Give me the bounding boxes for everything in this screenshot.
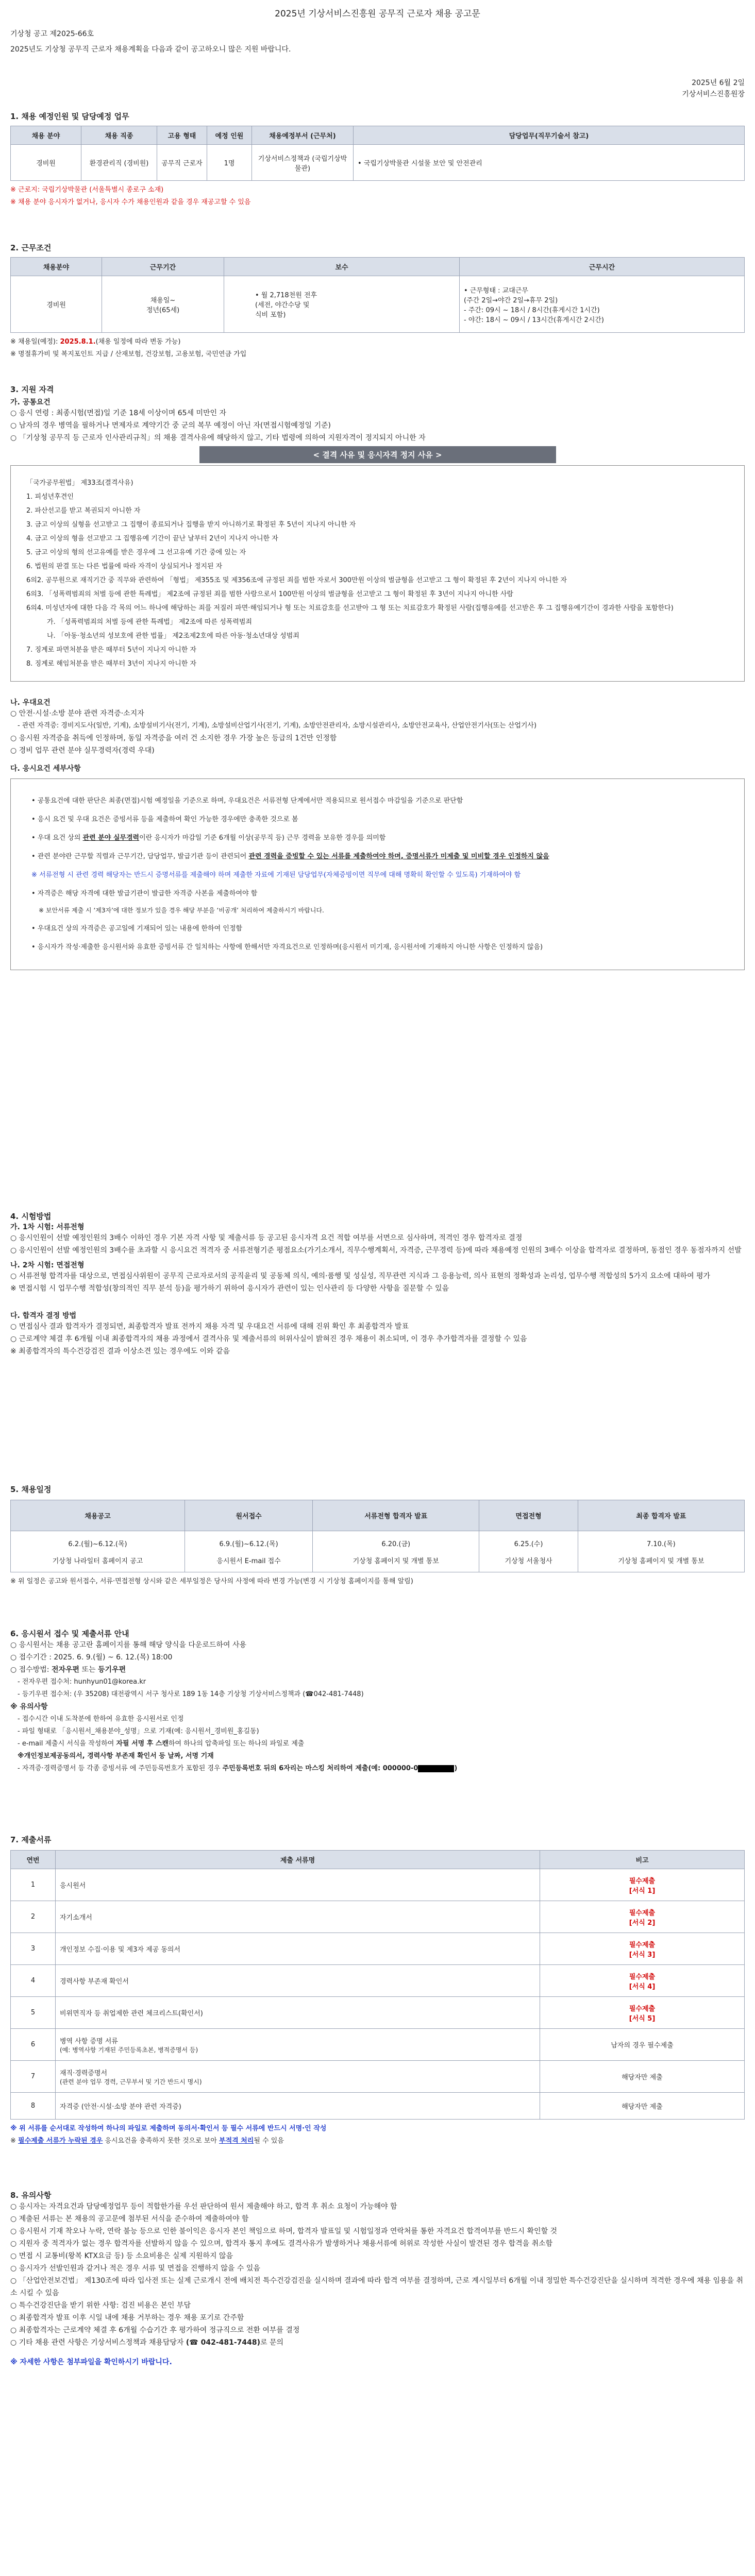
box-line: 5. 금고 이상의 형의 선고유예를 받은 경우에 그 선고유예 기간 중에 있는 자: [26, 549, 246, 556]
cell-line: 기상청 서울청사: [505, 1557, 552, 1565]
table-cell: 필수제출 [서식 1]: [540, 1869, 745, 1901]
cell-line: 6.25.(수): [514, 1540, 543, 1548]
table-cell: 응시원서: [56, 1869, 540, 1901]
text-line: ○ 응시원 자격증을 취득에 인정하며, 동일 자격증을 여러 건 소지한 경우 가장 높은 등급의 1건만 인정함: [10, 734, 337, 742]
col-header: 담당업무(직무기술서 참고): [354, 126, 745, 145]
box-line: 6. 법원의 판결 또는 다른 법률에 따라 자격이 상실되거나 정지된 자: [26, 563, 223, 570]
text-line: ○ 경비 업무 관련 분야 실무경력자(경력 우대): [10, 747, 155, 755]
cell-line: - 야간: 18시 ~ 09시 / 13시간(휴게시간 2시간): [464, 316, 605, 324]
table-cell: 필수제출 [서식 4]: [540, 1965, 745, 1997]
masked-block: [418, 1765, 454, 1772]
table-row: [11, 1933, 745, 1965]
table-cell: 1명: [207, 145, 252, 181]
text-line: ※개인정보제공동의서, 경력사항 부존재 확인서 등 날짜, 서명 기재: [18, 1752, 214, 1760]
table-cell: [185, 1531, 313, 1572]
table-cell: 5: [11, 1997, 56, 2029]
subheading: 나. 우대요건: [10, 699, 51, 707]
note: ※ 채용 분야 응시자가 없거나, 응시자 수가 채용인원과 같을 경우 재공고할 수 있음: [10, 198, 251, 206]
section-2-heading: 2. 근무조건: [10, 243, 52, 252]
detail-line: • 응시자가 작성·제출한 응시원서와 유효한 증빙서류 간 일치하는 사항에 한해서만 자격요건으로 인정하며(응시원서 미기재, 응시원서에 기재하지 아니한 사항은 인정하지 않음): [31, 943, 543, 951]
col-header: 고용 형태: [157, 126, 207, 145]
cell-line: 식비 포함): [255, 311, 286, 319]
text-line: ○ 지원자 중 적격자가 없는 경우 합격자를 선발하지 않을 수 있으며, 합격자 통지 후에도 결격사유가 발생하거나 채용서류에 허위로 작성한 사실이 발견된 경우 합격을 취소함: [10, 2240, 553, 2248]
cell-line: 채용일~: [150, 296, 176, 304]
box-line: 나. 「아동·청소년의 성보호에 관한 법률」 제2조제2호에 따른 아동·청소년대상 성범죄: [47, 632, 299, 640]
notice-date: 2025년 6월 2일: [692, 79, 745, 87]
detail-line: • 우대요건 상의 자격증은 공고일에 기재되어 있는 내용에 한하여 인정함: [31, 925, 243, 933]
col-header: 채용분야: [11, 258, 102, 276]
subheading: 다. 응시요건 세부사항: [10, 765, 81, 773]
table-row: [11, 2029, 745, 2061]
table-cell: 4: [11, 1965, 56, 1997]
cell-line: 기상청 홈페이지 및 개별 통보: [353, 1557, 439, 1565]
table-cell: 경비원: [11, 276, 102, 333]
col-header: 비고: [540, 1851, 745, 1869]
table-cell: [578, 1531, 744, 1572]
col-header: 근무기간: [102, 258, 224, 276]
detail-line: • 자격증은 해당 자격에 대한 발급기관이 발급한 자격증 사본을 제출하여야 함: [31, 890, 258, 897]
note: ※ 근로지: 국립기상박물관 (서울특별시 종로구 소재): [10, 186, 164, 194]
table-row: [11, 1901, 745, 1933]
col-header: 채용 직종: [81, 126, 157, 145]
table-cell: [224, 276, 460, 333]
detail-line: • 공통요건에 대한 판단은 최종(면접)시험 예정일을 기준으로 하며, 우대요건은 서류전형 단계에서만 적용되므로 원서접수 마감일을 기준으로 판단함: [31, 797, 463, 805]
text-line: ○ 응시인원이 선발 예정인원의 3배수 이하인 경우 기본 자격 사항 및 제출서류 등 공고된 응시자격 요건 적합 여부를 서면으로 심사하며, 적격인 경우 합격자로 결정: [10, 1234, 523, 1242]
final-note: ※ 자세한 사항은 첨부파일을 확인하시기 바랍니다.: [10, 2358, 172, 2366]
text-line: - 접수시간 이내 도착분에 한하여 유효한 응시원서로 인정: [18, 1715, 184, 1723]
table-cell: 6: [11, 2029, 56, 2061]
section-3-heading: 3. 지원 자격: [10, 385, 54, 394]
cell-line: 정년(65세): [146, 306, 180, 314]
cell-line: • 근무형태 : 교대근무: [464, 286, 528, 295]
text-line: ※ 유의사항: [10, 1703, 48, 1711]
text-line: ※ 최종합격자의 특수건강검진 결과 이상소견 있는 경우에도 이와 같음: [10, 1347, 230, 1355]
table-row: [11, 2061, 745, 2093]
detail-line: • 우대 요건 상의 관련 분야 실무경력이란 응시자가 마감일 기준 6개월 이상(공무직 등) 근무 경력을 보유한 경우를 의미함: [31, 834, 386, 842]
text-line: ○ 접수기간 : 2025. 6. 9.(월) ~ 6. 12.(목) 18:00: [10, 1653, 173, 1662]
disqualification-banner: < 결격 사유 및 응시자격 정지 사유 >: [199, 446, 556, 463]
cell-line: 6.9.(월)~6.12.(목): [219, 1540, 278, 1548]
cell-line: 7.10.(목): [646, 1540, 676, 1548]
documents-table: [10, 1850, 745, 2120]
table-cell: 8: [11, 2093, 56, 2120]
table-cell: [102, 276, 224, 333]
note: ※ 위 서류를 순서대로 작성하여 하나의 파일로 제출하며 동의서·확인서 등 필수 서류에 반드시 서명·인 작성: [10, 2125, 327, 2132]
cell-line: 기상청 홈페이지 및 개별 통보: [618, 1557, 704, 1565]
col-header: 최종 합격자 발표: [578, 1500, 744, 1531]
text-line: ○ 응시자가 선발인원과 같거나 적은 경우 서류 및 면접을 진행하지 않을 수 있음: [10, 2264, 260, 2273]
cell-line: • 월 2,718천원 전후: [255, 292, 317, 299]
box-line: 6의4. 미성년자에 대한 다음 각 목의 어느 하나에 해당하는 죄를 저질러 파면·해임되거나 형 또는 치료감호를 선고받아 그 형 또는 치료감호가 확정된 사람(집행유예를 선고받은 후 그 집행유예기간이 경과한 사람을 포함한다): [26, 604, 674, 612]
detail-line: • 응시 요건 및 우대 요건은 증빙서류 등을 제출하여 확인 가능한 경우에만 충족한 것으로 봄: [31, 816, 298, 823]
text-line: ○ 응시인원이 선발 예정인원의 3배수를 초과할 시 응시요건 적격자 중 서류전형기준 평점요소(가기소개서, 직무수행계획서, 자격증, 근무경력 등)에 따라 채용예정 인원의 3배수 이상을 합격자로 결정하며, 동점인 경우 동점자까지 선발: [10, 1246, 742, 1255]
detail-line: • 관련 분야란 근무할 직렬과 근무기간, 담당업무, 발급기관 등이 관련되어 관련 경력을 증빙할 수 있는 서류를 제출하여야 하며, 증명서류가 미제출 및 미비할 경우 인정하지 않음: [31, 853, 549, 860]
table-cell: • 국립기상박물관 시설물 보안 및 안전관리: [354, 145, 745, 181]
table-cell: 필수제출 [서식 3]: [540, 1933, 745, 1965]
col-header: 서류전형 합격자 발표: [313, 1500, 479, 1531]
text-line: ○ 「산업안전보건법」 제130조에 따라 입사전 또는 실제 근로개시 전에 배치전 특수건강검진을 실시하며 결과에 따라 합격 여부를 결정하며, 근로 계시일부터 6개월 이내 정밀한 특수건강진단을 실시하며 적격한 경우에 채용 임용을 취소 시킬 수 있음: [10, 2277, 744, 2297]
text-line: ○ 최종합격자 발표 이후 시일 내에 채용 거부하는 경우 채용 포기로 간주함: [10, 2314, 244, 2322]
text-line: ○ 응시 연령 : 최종시험(면접)일 기준 18세 이상이며 65세 미만인 자: [10, 409, 227, 417]
section-8-heading: 8. 유의사항: [10, 2191, 52, 2200]
cell-line: 응시원서 E-mail 접수: [216, 1557, 281, 1565]
disqualification-box: [10, 465, 745, 682]
col-header: 제출 서류명: [56, 1851, 540, 1869]
table-cell: 환경관리직 (경비원): [81, 145, 157, 181]
text-line: ○ 특수건강진단을 받기 위한 사항: 검진 비용은 본인 부담: [10, 2301, 191, 2310]
intro-text: 2025년도 기상청 공무직 근로자 채용계획을 다음과 같이 공고하오니 많은 지원 바랍니다.: [10, 45, 291, 54]
section-4-heading: 4. 시험방법: [10, 1212, 52, 1221]
box-line: 3. 금고 이상의 실형을 선고받고 그 집행이 종료되거나 집행을 받지 아니하기로 확정된 후 5년이 지나지 아니한 자: [26, 521, 356, 529]
col-header: 채용예정부서 (근무처): [252, 126, 354, 145]
box-line: 7. 징계로 파면처분을 받은 때부터 5년이 지나지 아니한 자: [26, 646, 197, 654]
table-row: [11, 2093, 745, 2120]
box-line: 1. 피성년후견인: [26, 493, 74, 501]
table-row: [11, 1965, 745, 1997]
section-5-heading: 5. 채용일정: [10, 1485, 52, 1494]
conditions-table: [10, 257, 745, 333]
col-header: 채용 분야: [11, 126, 81, 145]
col-header: 예정 인원: [207, 126, 252, 145]
schedule-table: [10, 1500, 745, 1572]
table-cell: 자기소개서: [56, 1901, 540, 1933]
table-cell: 기상서비스정책과 (국립기상박물관): [252, 145, 354, 181]
box-line: 6의2. 공무원으로 재직기간 중 직무와 관련하여 「형법」 제355조 및 제356조에 규정된 죄를 범한 자로서 300만원 이상의 벌금형을 선고받고 그 형이 확정된 후 2년이 지나지 아니한 자: [26, 577, 567, 584]
text-line: ○ 응시원서 기재 착오나 누락, 연락 불능 등으로 인한 불이익은 응시자 본인 책임으로 하며, 합격자 발표일 및 시험일정과 연락처를 통한 자격요건 합격여부를 반드시 확인할 것: [10, 2227, 558, 2235]
table-cell: 남자의 경우 필수제출: [540, 2029, 745, 2061]
table-cell: 해당자만 제출: [540, 2093, 745, 2120]
text-line: - 등기우편 접수처: (우 35208) 대전광역시 서구 청사로 189 1동 14층 기상청 기상서비스정책과 (☎042-481-7448): [18, 1690, 364, 1698]
box-line: 「국가공무원법」 제33조(결격사유): [26, 479, 133, 487]
text-line: ○ 면접심사 결과 합격자가 결정되면, 최종합격자 발표 전까지 채용 자격 및 우대요건 서류에 대해 진위 확인 후 최종합격자 발표: [10, 1323, 409, 1331]
box-line: 8. 징계로 해임처분을 받은 때부터 3년이 지나지 아니한 자: [26, 660, 197, 668]
section-1: [10, 111, 745, 209]
detail-line: ※ 보안서류 제출 시 ‘제3자’에 대한 정보가 있을 경우 해당 부분을 ‘비공개’ 처리하여 제출하시기 바랍니다.: [39, 907, 324, 914]
text-line: - 파일 형태로 「응시원서_채용분야_성명」으로 기재(예: 응시원서_경비원_홍길동): [18, 1727, 259, 1735]
text-line: ○ 근로계약 체결 후 6개월 이내 최종합격자의 채용 과정에서 결격사유 및 제출서류의 허위사실이 밝혀진 경우 채용이 취소되며, 이 경우 추가합격자를 결정할 수 있음: [10, 1335, 527, 1343]
cell-line: 6.2.(월)~6.12.(목): [68, 1540, 127, 1548]
issuer: 기상서비스진흥원장: [682, 90, 745, 98]
text-line: ○ 면접 시 교통비(왕복 KTX요금 등) 등 소요비용은 실제 지원하지 않음: [10, 2252, 233, 2260]
text-line: ※ 면접시험 시 업무수행 적합성(창의적인 직무 분석 등)을 평가하기 위하여 응시자가 관련이 있는 인사관리 등 다양한 사항을 질문할 수 있음: [10, 1284, 449, 1293]
text-line: ○ 「기상청 공무직 등 근로자 인사관리규칙」의 채용 결격사유에 해당하지 않고, 기타 법령에 의하여 지원자격이 정지되지 아니한 자: [10, 434, 426, 442]
text-line: ○ 응시자는 자격요건과 담당예정업무 등이 적합한가를 우선 판단하여 원서 제출해야 하고, 합격 후 취소 요청이 가능해야 함: [10, 2202, 397, 2211]
section-3: [10, 384, 745, 970]
text-line: ○ 남자의 경우 병역을 필하거나 면제자로 계약기간 중 군의 복무 예정이 아닌 자(면접시험예정일 기준): [10, 421, 331, 430]
table-cell: 필수제출 [서식 2]: [540, 1901, 745, 1933]
text-line: ○ 응시원서는 채용 공고란 홈페이지를 통해 해당 양식을 다운로드하여 사용: [10, 1641, 246, 1649]
details-box: [10, 778, 745, 970]
table-cell: 개인정보 수집·이용 및 제3자 제공 동의서: [56, 1933, 540, 1965]
section-7-heading: 7. 제출서류: [10, 1835, 52, 1844]
box-line: 4. 금고 이상의 형을 선고받고 그 집행유예 기간이 끝난 날부터 2년이 지나지 아니한 자: [26, 535, 278, 543]
text-line: ○ 접수방법: 전자우편 또는 등기우편: [10, 1666, 126, 1674]
text-line: ○ 안전·시설·소방 분야 관련 자격증·소지자: [10, 709, 144, 718]
subheading: 가. 1차 시험: 서류전형: [10, 1223, 85, 1231]
text-line: ○ 서류전형 합격자를 대상으로, 면접심사위원이 공무직 근로자로서의 공직윤리 및 공동체 의식, 예의·품행 및 성실성, 직무관련 지식과 그 응용능력, 의사 표현의 정확성과 논리성, 업무수행 적합성의 5가지 요소에 대하여 평가: [10, 1272, 711, 1280]
section-2: [10, 242, 745, 361]
table-cell: 재직·경력증명서 (관련 분야 업무 경력, 근무부서 및 기간 반드시 명시): [56, 2061, 540, 2093]
section-4: [10, 1211, 745, 1358]
subheading: 다. 합격자 결정 방법: [10, 1312, 77, 1320]
section-6: [10, 1628, 745, 1775]
detail-line: ※ 서류전형 시 관련 경력 해당자는 반드시 증명서류를 제출해야 하며 제출한 자료에 기재된 담당업무(자체증빙이면 직무에 대해 명확히 확인할 수 있도록) 기재하여야 함: [31, 871, 521, 879]
col-header: 면접전형: [479, 1500, 578, 1531]
cell-line: 6.20.(금): [381, 1540, 411, 1548]
page-title: 2025년 기상서비스진흥원 공무직 근로자 채용 공고문: [275, 9, 480, 19]
note: ※ 채용일(예정): 2025.8.1.(채용 일정에 따라 변동 가능): [10, 338, 181, 346]
col-header: 원서접수: [185, 1500, 313, 1531]
table-cell: 경력사항 부존재 확인서: [56, 1965, 540, 1997]
box-line: 2. 파산선고를 받고 복권되지 아니한 자: [26, 507, 141, 515]
recruit-table: [10, 126, 745, 181]
box-line: 6의3. 「성폭력범죄의 처벌 등에 관한 특례법」 제2조에 규정된 죄를 범한 사람으로서 100만원 이상의 벌금형을 선고받고 그 형이 확정된 후 3년이 지나지 아니한 사람: [26, 590, 513, 598]
table-cell: 공무직 근로자: [157, 145, 207, 181]
text-line: - e-mail 제출시 서식을 작성하여 자필 서명 후 스캔하여 하나의 압축파일 또는 하나의 파일로 제출: [18, 1740, 305, 1748]
notice-number: 기상청 공고 제2025-66호: [10, 30, 94, 38]
table-cell: 1: [11, 1869, 56, 1901]
table-cell: 자격증 (안전·시설·소방 분야 관련 자격증): [56, 2093, 540, 2120]
cell-line: (세전, 야간수당 및: [255, 301, 310, 309]
table-row: [11, 1997, 745, 2029]
col-header: 근무시간: [460, 258, 745, 276]
col-header: 채용공고: [11, 1500, 185, 1531]
table-cell: 3: [11, 1933, 56, 1965]
note: ※ 위 일정은 공고와 원서접수, 서류·면접전형 상시와 같은 세부일정은 당사의 사정에 따라 변경 가능(변경 시 기상청 홈페이지를 통해 알림): [10, 1578, 413, 1585]
section-8: [10, 2190, 745, 2368]
table-cell: 비위면직자 등 취업제한 관련 체크리스트(확인서): [56, 1997, 540, 2029]
cell-line: (주간 2일→야간 2일→휴무 2일): [464, 296, 558, 304]
text-line: ○ 제출된 서류는 본 채용의 공고문에 첨부된 서식을 준수하여 제출하여야 함: [10, 2215, 249, 2223]
table-cell: 해당자만 제출: [540, 2061, 745, 2093]
box-line: 가. 「성폭력범죄의 처벌 등에 관한 특례법」 제2조에 따른 성폭력범죄: [47, 618, 252, 626]
table-cell: [313, 1531, 479, 1572]
table-cell: 경비원: [11, 145, 81, 181]
table-cell: 병역 사항 증명 서류 (예: 병역사항 기재된 주민등록초본, 병적증명서 등): [56, 2029, 540, 2061]
col-header: 보수: [224, 258, 460, 276]
text-line: - 자격증·경력증명서 등 각종 증빙서류 에 주민등록번호가 포함된 경우 주민등록번호 뒤의 6자리는 마스킹 처리하여 제출(예: 000000-0 ): [18, 1765, 458, 1772]
section-1-heading: 1. 채용 예정인원 및 담당예정 업무: [10, 112, 129, 121]
text-line: ○ 기타 채용 관련 사항은 기상서비스정책과 채용담당자 (☎ 042-481-7448)로 문의: [10, 2338, 284, 2347]
cell-line: - 주간: 09시 ~ 18시 / 8시간(휴게시간 1시간): [464, 306, 600, 314]
note: ※ 명절휴가비 및 복지포인트 지급 / 산재보험, 건강보험, 고용보험, 국민연금 가입: [10, 350, 247, 358]
table-cell: 7: [11, 2061, 56, 2093]
section-7: [10, 1834, 745, 2147]
section-6-heading: 6. 응시원서 접수 및 제출서류 안내: [10, 1629, 129, 1638]
subheading: 가. 공통요건: [10, 398, 51, 406]
table-cell: [11, 1531, 185, 1572]
note: ※ 필수제출 서류가 누락된 경우 응시요건을 충족하지 못한 것으로 보아 부적격 처리될 수 있음: [10, 2137, 284, 2145]
table-row: [11, 1869, 745, 1901]
text-line: - 전자우편 접수처: hunhyun01@korea.kr: [18, 1678, 146, 1686]
text-line: - 관련 자격증: 경비지도사(일반, 기계), 소방설비기사(전기, 기계), 소방설비산업기사(전기, 기계), 소방안전관리자, 소방시설관리사, 소방안전교육사, 산업안전기사(또는 산업기사): [18, 722, 537, 730]
section-5: [10, 1484, 745, 1588]
table-cell: 필수제출 [서식 5]: [540, 1997, 745, 2029]
cell-line: 기상청 나라일터 홈페이지 공고: [52, 1557, 143, 1565]
table-cell: 2: [11, 1901, 56, 1933]
table-cell: [460, 276, 745, 333]
table-cell: [479, 1531, 578, 1572]
text-line: ○ 최종합격자는 근로계약 체결 후 6개월 수습기간 후 평가하여 정규직으로 전환 여부를 결정: [10, 2326, 300, 2334]
subheading: 나. 2차 시험: 면접전형: [10, 1261, 85, 1269]
col-header: 연번: [11, 1851, 56, 1869]
